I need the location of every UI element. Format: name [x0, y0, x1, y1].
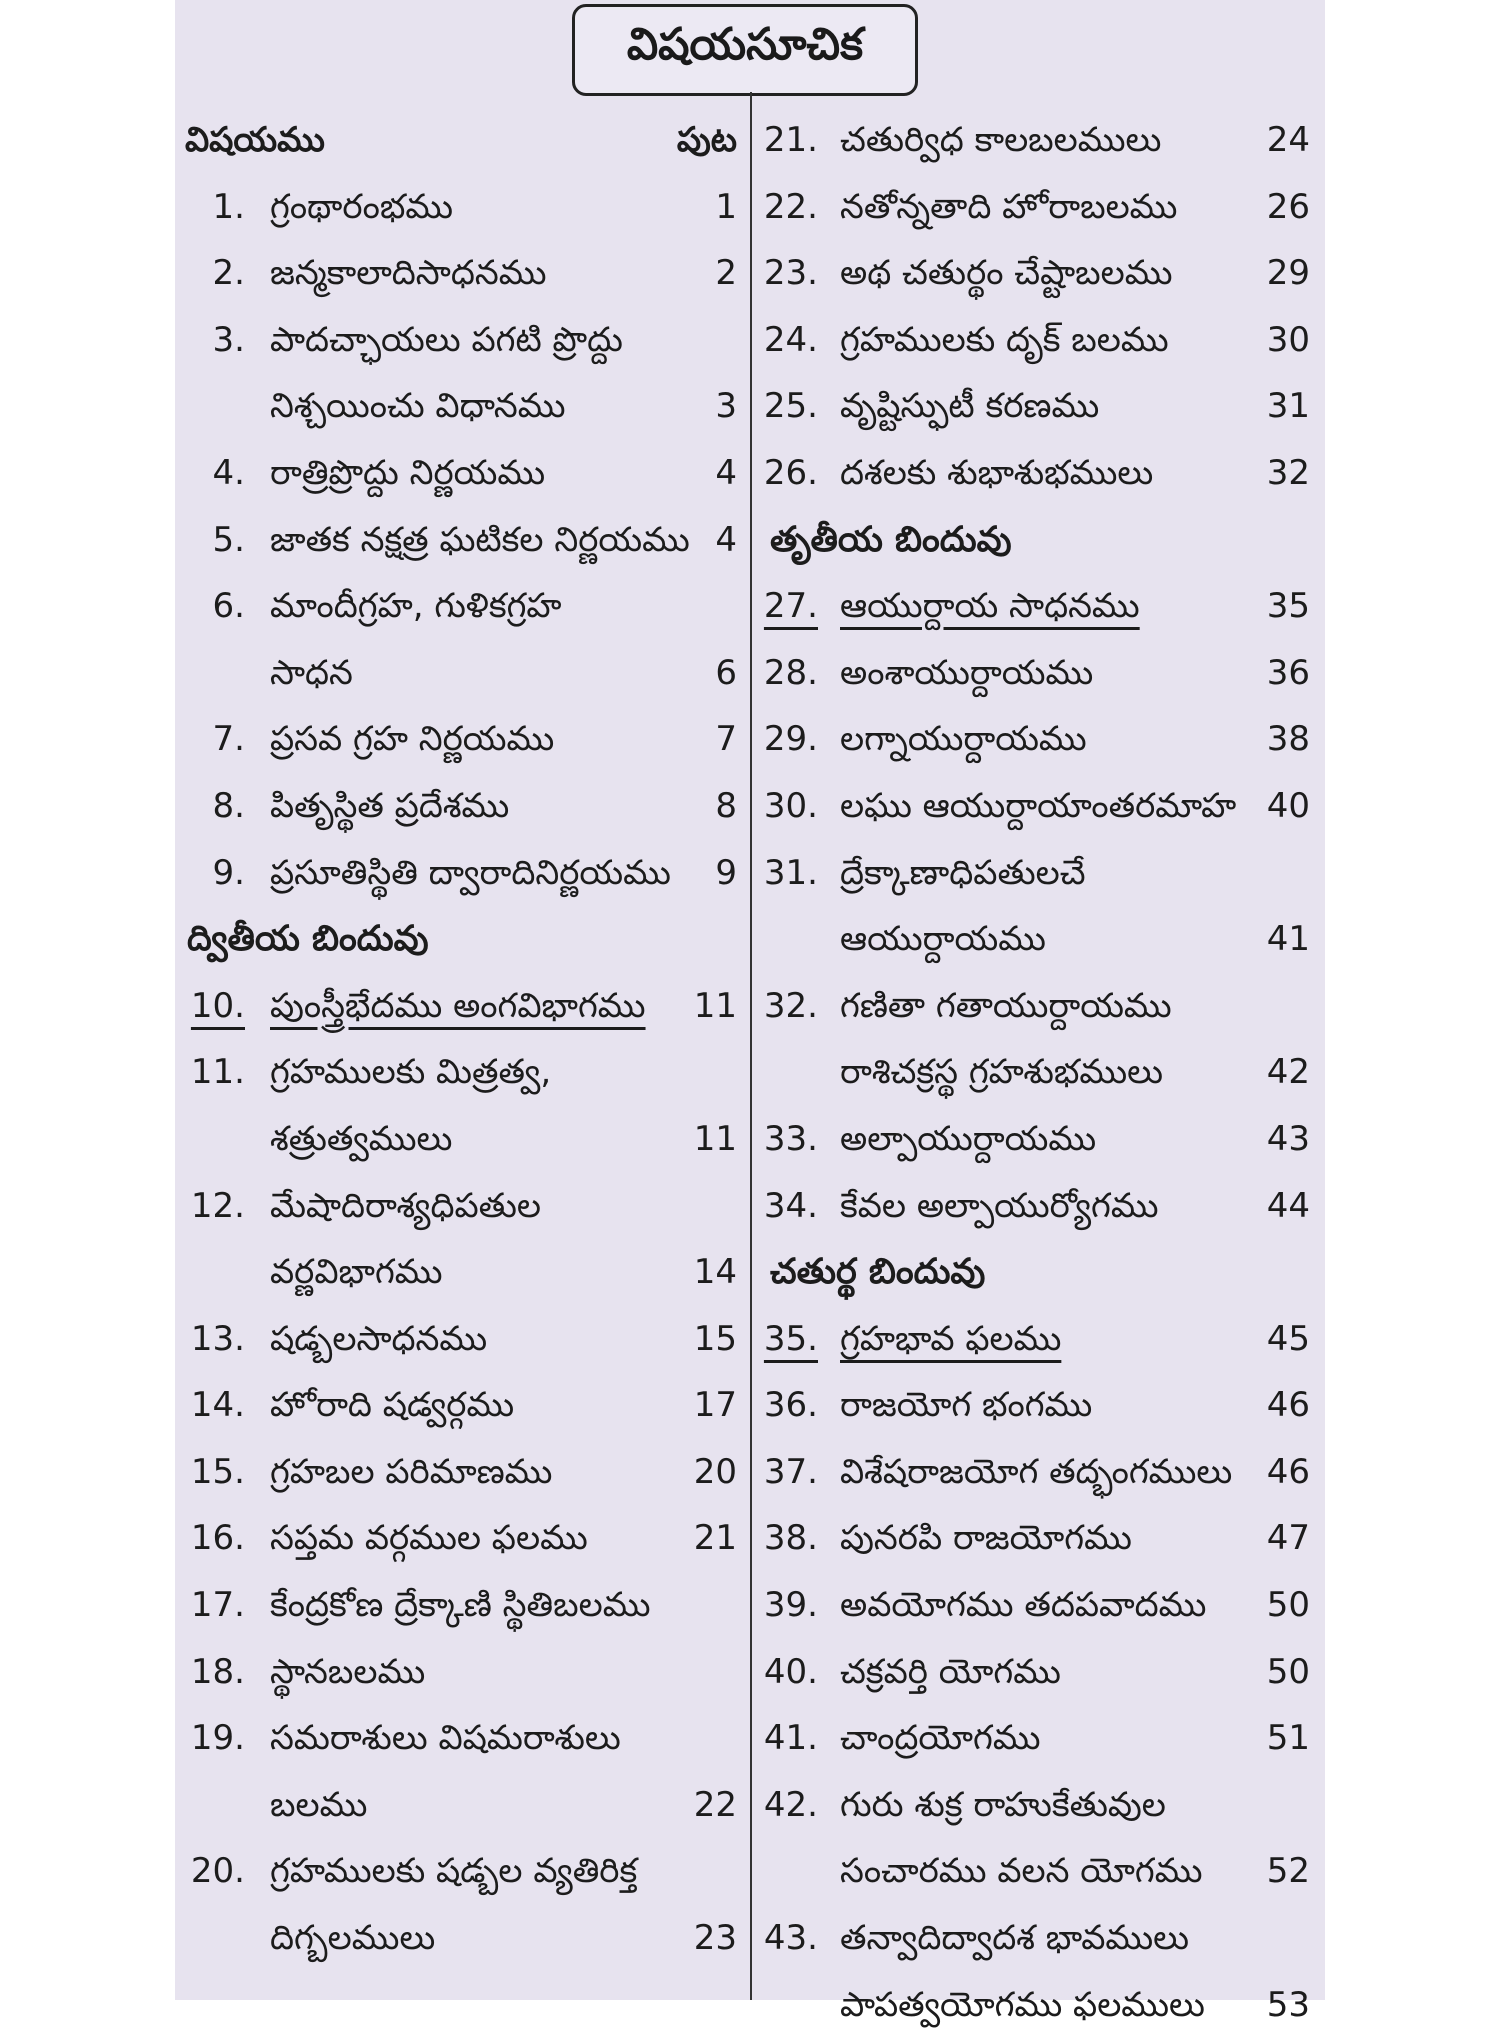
- entry-page-number: 50: [1266, 1585, 1310, 1626]
- entry-page-number: 4: [715, 452, 737, 493]
- entry-number: 6.: [212, 586, 245, 627]
- entry-page-number: 23: [693, 1918, 737, 1959]
- entry-page-number: 15: [693, 1318, 737, 1359]
- entry-number: 12.: [190, 1185, 245, 1226]
- entry-title: అథ చతుర్థం చేష్టాబలము: [840, 253, 1173, 294]
- entry-number: 31.: [763, 852, 818, 893]
- entry-title: బలము: [270, 1784, 368, 1825]
- column-divider: [750, 92, 752, 2000]
- entry-page-number: 4: [715, 519, 737, 560]
- entry-page-number: 29: [1266, 253, 1310, 294]
- toc-entry: [760, 976, 1320, 1043]
- toc-entry-continuation: [175, 1775, 747, 1842]
- entry-number: 14.: [190, 1385, 245, 1426]
- toc-entry: [175, 177, 747, 244]
- entry-number: 9.: [212, 852, 245, 893]
- book-page: [175, 0, 1325, 2025]
- toc-entry: [760, 1176, 1320, 1243]
- toc-entry: [760, 1775, 1320, 1842]
- entry-title: సప్తమ వర్గముల ఫలము: [270, 1518, 588, 1559]
- section-heading-text: తృతీయ బిందువు: [770, 519, 1012, 560]
- entry-title: మాందీగ్రహ, గుళికగ్రహ: [270, 586, 562, 627]
- entry-title: పాదచ్ఛాయలు పగటి ప్రొద్దు: [270, 319, 623, 360]
- toc-entry: [175, 510, 747, 577]
- entry-title: షడ్బలసాధనము: [270, 1318, 488, 1359]
- entry-title: రాజయోగ భంగము: [840, 1385, 1093, 1426]
- entry-title: అంశాయుర్దాయము: [840, 652, 1094, 693]
- entry-title: స్థానబలము: [270, 1651, 426, 1692]
- section-heading-text: ద్వితీయ బిందువు: [187, 919, 429, 960]
- entry-title: దశలకు శుభాశుభములు: [840, 452, 1154, 493]
- entry-title: గ్రహభావ ఫలము: [840, 1318, 1062, 1359]
- entry-page-number: 51: [1266, 1718, 1310, 1759]
- section-heading: [760, 510, 1320, 577]
- toc-entry: [760, 1708, 1320, 1775]
- entry-number: 38.: [763, 1518, 818, 1559]
- entry-title: పాపత్వయోగము ఫలములు: [840, 1984, 1205, 2025]
- entry-page-number: 30: [1266, 319, 1310, 360]
- entry-number: 35.: [763, 1318, 818, 1359]
- entry-number: 24.: [763, 319, 818, 360]
- entry-number: 28.: [763, 652, 818, 693]
- entry-number: 7.: [212, 719, 245, 760]
- entry-title: మేషాదిరాశ్యధిపతుల: [270, 1185, 541, 1226]
- entry-number: 8.: [212, 785, 245, 826]
- toc-entry-continuation: [760, 1042, 1320, 1109]
- entry-number: 5.: [212, 519, 245, 560]
- entry-page-number: 11: [693, 985, 737, 1026]
- toc-entry-continuation: [175, 1908, 747, 1975]
- entry-number: 11.: [190, 1052, 245, 1093]
- toc-entry: [175, 1642, 747, 1709]
- toc-entry: [175, 776, 747, 843]
- toc-entry: [760, 576, 1320, 643]
- entry-page-number: 20: [693, 1451, 737, 1492]
- entry-number: 4.: [212, 452, 245, 493]
- entry-title: అవయోగము తదపవాదము: [840, 1585, 1207, 1626]
- entry-page-number: 8: [715, 785, 737, 826]
- entry-number: 13.: [190, 1318, 245, 1359]
- entry-number: 41.: [763, 1718, 818, 1759]
- entry-page-number: 42: [1266, 1052, 1310, 1093]
- toc-entry: [760, 1309, 1320, 1376]
- entry-page-number: 14: [693, 1252, 737, 1293]
- entry-page-number: 17: [693, 1385, 737, 1426]
- toc-entry: [760, 1575, 1320, 1642]
- entry-number: 17.: [190, 1585, 245, 1626]
- toc-entry: [175, 443, 747, 510]
- entry-title: పునరపి రాజయోగము: [840, 1518, 1132, 1559]
- entry-page-number: 1: [715, 186, 737, 227]
- entry-number: 23.: [763, 253, 818, 294]
- toc-entry-continuation: [760, 1975, 1320, 2041]
- section-heading-text: చతుర్థ బిందువు: [770, 1252, 986, 1293]
- toc-entry: [760, 1109, 1320, 1176]
- entry-title: జాతక నక్షత్ర ఘటికల నిర్ణయము: [270, 519, 690, 560]
- page-header: పుట: [676, 120, 737, 160]
- entry-page-number: 47: [1266, 1518, 1310, 1559]
- entry-title: దిగ్బలములు: [270, 1918, 436, 1959]
- toc-entry: [175, 1442, 747, 1509]
- entry-page-number: 9: [715, 852, 737, 893]
- toc-entry: [760, 843, 1320, 910]
- entry-title: నిశ్చయించు విధానము: [270, 386, 566, 427]
- entry-number: 25.: [763, 386, 818, 427]
- entry-number: 37.: [763, 1451, 818, 1492]
- page-title: విషయసూచిక: [572, 4, 918, 96]
- toc-entry: [760, 177, 1320, 244]
- toc-entry: [175, 709, 747, 776]
- entry-title: జన్మకాలాదిసాధనము: [270, 253, 547, 294]
- entry-title: ప్రసవ గ్రహ నిర్ణయము: [270, 719, 555, 760]
- toc-entry: [760, 1442, 1320, 1509]
- toc-entry: [175, 1042, 747, 1109]
- toc-entry: [175, 1176, 747, 1243]
- entry-page-number: 43: [1266, 1118, 1310, 1159]
- entry-page-number: 31: [1266, 386, 1310, 427]
- toc-entry: [760, 443, 1320, 510]
- entry-title: సాధన: [270, 652, 353, 693]
- entry-title: వృష్టిస్ఫుటీ కరణము: [840, 386, 1100, 427]
- entry-page-number: 6: [715, 652, 737, 693]
- entry-title: పుంస్త్రీభేదము అంగవిభాగము: [270, 985, 646, 1026]
- entry-title: ద్రేక్కాణాధిపతులచే: [840, 852, 1086, 893]
- left-entry-list: [175, 177, 747, 1975]
- entry-number: 22.: [763, 186, 818, 227]
- entry-number: 15.: [190, 1451, 245, 1492]
- section-heading: [175, 909, 747, 976]
- entry-title: కేవల అల్పాయుర్యోగము: [840, 1185, 1159, 1226]
- toc-entry: [175, 1309, 747, 1376]
- topic-header: విషయము: [185, 120, 325, 160]
- entry-title: ఆయుర్దాయము: [840, 919, 1046, 960]
- entry-title: పితృస్థిత ప్రదేశము: [270, 785, 510, 826]
- entry-number: 42.: [763, 1784, 818, 1825]
- entry-title: హోరాది షడ్వర్గము: [270, 1385, 515, 1426]
- entry-page-number: 36: [1266, 652, 1310, 693]
- right-entry-list: [760, 110, 1320, 2041]
- toc-entry-continuation: [760, 1841, 1320, 1908]
- toc-entry: [760, 1375, 1320, 1442]
- entry-number: 29.: [763, 719, 818, 760]
- entry-page-number: 26: [1266, 186, 1310, 227]
- toc-entry: [760, 110, 1320, 177]
- toc-entry: [175, 1708, 747, 1775]
- entry-number: 34.: [763, 1185, 818, 1226]
- entry-title: సంచారము వలన యోగము: [840, 1851, 1203, 1892]
- entry-title: తన్వాదిద్వాదశ భావములు: [840, 1918, 1189, 1959]
- entry-page-number: 2: [715, 253, 737, 294]
- entry-number: 3.: [212, 319, 245, 360]
- toc-entry: [175, 1508, 747, 1575]
- entry-title: గ్రహబల పరిమాణము: [270, 1451, 553, 1492]
- toc-entry: [760, 1908, 1320, 1975]
- toc-entry: [175, 1841, 747, 1908]
- toc-entry: [175, 843, 747, 910]
- toc-entry-continuation: [175, 643, 747, 710]
- entry-page-number: 35: [1266, 586, 1310, 627]
- entry-title: శత్రుత్వములు: [270, 1118, 453, 1159]
- entry-title: గ్రహములకు మిత్రత్వ,: [270, 1052, 552, 1093]
- entry-page-number: 52: [1266, 1851, 1310, 1892]
- toc-entry: [760, 310, 1320, 377]
- entry-number: 26.: [763, 452, 818, 493]
- entry-page-number: 50: [1266, 1651, 1310, 1692]
- entry-number: 10.: [190, 985, 245, 1026]
- entry-page-number: 46: [1266, 1385, 1310, 1426]
- toc-entry: [760, 243, 1320, 310]
- entry-number: 20.: [190, 1851, 245, 1892]
- entry-number: 32.: [763, 985, 818, 1026]
- entry-title: గురు శుక్ర రాహుకేతువుల: [840, 1784, 1166, 1825]
- entry-page-number: 45: [1266, 1318, 1310, 1359]
- entry-page-number: 41: [1266, 919, 1310, 960]
- entry-title: గ్రంథారంభము: [270, 186, 454, 227]
- toc-entry: [760, 376, 1320, 443]
- toc-entry: [760, 1642, 1320, 1709]
- toc-entry: [175, 976, 747, 1043]
- toc-entry: [175, 1375, 747, 1442]
- entry-page-number: 32: [1266, 452, 1310, 493]
- toc-entry: [760, 776, 1320, 843]
- entry-number: 16.: [190, 1518, 245, 1559]
- toc-entry: [175, 576, 747, 643]
- entry-page-number: 22: [693, 1784, 737, 1825]
- entry-number: 30.: [763, 785, 818, 826]
- toc-entry-continuation: [760, 909, 1320, 976]
- entry-title: కేంద్రకోణ ద్రేక్కాణి స్థితిబలము: [270, 1585, 651, 1626]
- entry-title: చాంద్రయోగము: [840, 1718, 1041, 1759]
- toc-entry-continuation: [175, 376, 747, 443]
- entry-page-number: 24: [1266, 120, 1310, 160]
- toc-entry-continuation: [175, 1109, 747, 1176]
- entry-title: అల్పాయుర్దాయము: [840, 1118, 1097, 1159]
- entry-title: గ్రహములకు దృక్ బలము: [840, 319, 1169, 360]
- entry-number: 39.: [763, 1585, 818, 1626]
- entry-page-number: 7: [715, 719, 737, 760]
- entry-title: నతోన్నతాది హోరాబలము: [840, 186, 1178, 227]
- entry-number: 33.: [763, 1118, 818, 1159]
- entry-number: 18.: [190, 1651, 245, 1692]
- left-column: [175, 110, 747, 1975]
- entry-number: 2.: [212, 253, 245, 294]
- entry-page-number: 46: [1266, 1451, 1310, 1492]
- entry-number: 1.: [212, 186, 245, 227]
- entry-title: వర్ణవిభాగము: [270, 1252, 443, 1293]
- entry-page-number: 44: [1266, 1185, 1310, 1226]
- entry-number: 36.: [763, 1385, 818, 1426]
- entry-number: 27.: [763, 586, 818, 627]
- toc-entry: [175, 1575, 747, 1642]
- toc-entry: [175, 243, 747, 310]
- entry-number: 43.: [763, 1918, 818, 1959]
- entry-page-number: 3: [715, 386, 737, 427]
- entry-title: చక్రవర్తి యోగము: [840, 1651, 1061, 1692]
- toc-entry: [760, 1508, 1320, 1575]
- section-heading: [760, 1242, 1320, 1309]
- entry-title: రాశిచక్రస్థ గ్రహశుభములు: [840, 1052, 1163, 1093]
- entry-page-number: 53: [1266, 1984, 1310, 2025]
- entry-title: ఆయుర్దాయ సాధనము: [840, 586, 1140, 627]
- toc-entry: [175, 310, 747, 377]
- entry-title: గ్రహములకు షడ్బల వ్యతిరిక్త: [270, 1851, 638, 1892]
- entry-number: 21.: [763, 120, 818, 160]
- entry-title: సమరాశులు విషమరాశులు: [270, 1718, 621, 1759]
- entry-title: లగ్నాయుర్దాయము: [840, 719, 1087, 760]
- toc-entry: [760, 643, 1320, 710]
- entry-title: ప్రసూతిస్థితి ద్వారాదినిర్ణయము: [270, 852, 671, 893]
- entry-title: విశేషరాజయోగ తద్భంగములు: [840, 1451, 1233, 1492]
- toc-entry-continuation: [175, 1242, 747, 1309]
- entry-page-number: 40: [1266, 785, 1310, 826]
- column-header: [175, 110, 747, 177]
- entry-page-number: 38: [1266, 719, 1310, 760]
- entry-title: గణితా గతాయుర్దాయము: [840, 985, 1172, 1026]
- entry-number: 40.: [763, 1651, 818, 1692]
- toc-entry: [760, 709, 1320, 776]
- entry-page-number: 11: [693, 1118, 737, 1159]
- entry-title: లఘు ఆయుర్దాయాంతరమాహ: [840, 785, 1237, 826]
- entry-title: రాత్రిప్రొద్దు నిర్ణయము: [270, 452, 546, 493]
- entry-title: చతుర్విధ కాలబలములు: [840, 120, 1162, 160]
- right-column: [760, 110, 1320, 2041]
- entry-number: 19.: [190, 1718, 245, 1759]
- entry-page-number: 21: [693, 1518, 737, 1559]
